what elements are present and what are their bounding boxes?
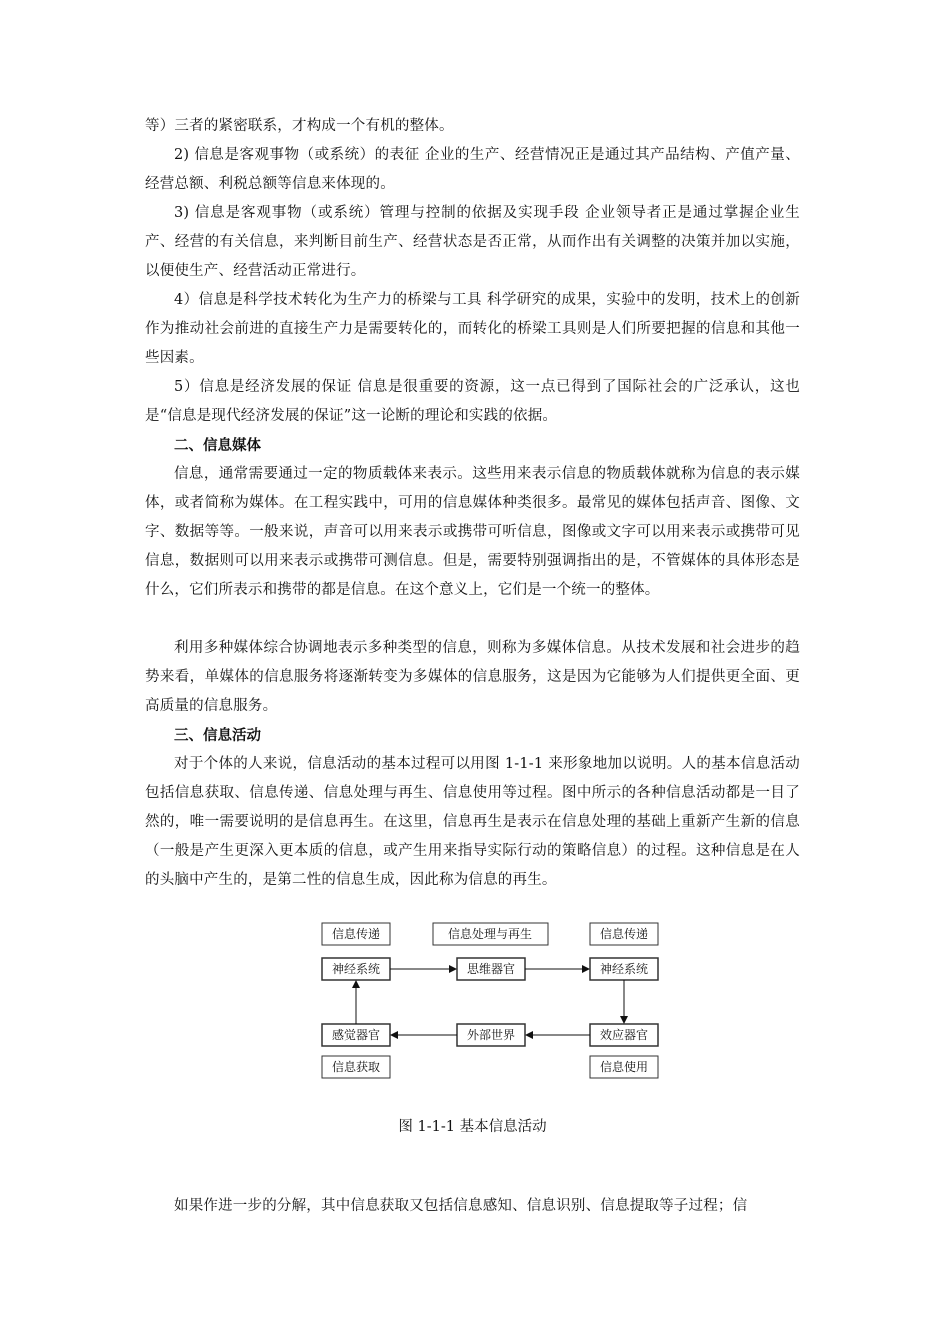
- paragraph-activity: 对于个体的人来说，信息活动的基本过程可以用图 1-1-1 来形象地加以说明。人的基本信息活动包括信息获取、信息传递、信息处理与再生、信息使用等过程。图中所示的各种信息活动都是一目了然的，唯一需要说明的是信息再生。在这里，信息再生是表示在信息处理的基础上重新产生新的信息（一般是产生更深入更本质的信息，或产生用来指导实际行动的策略信息）的过程。这种信息是在人的头脑中产生的，是第二性的信息生成，因此称为信息的再生。: [145, 756, 800, 888]
- label-transfer-right: 信息传递: [599, 927, 649, 941]
- label-use: 信息使用: [599, 1060, 649, 1074]
- text-effect: 效应器官: [599, 1028, 649, 1042]
- paragraph-point-3: 3) 信息是客观事物（或系统）管理与控制的依据及实现手段 企业领导者正是通过掌握企业生产、经营的有关信息，来判断目前生产、经营状态是否正常，从而作出有关调整的决策并加以实施，以便使生产、经营活动正常进行。: [145, 205, 800, 279]
- figure-caption: 图 1-1-1 基本信息活动: [398, 1119, 547, 1135]
- text-nerve-left: 神经系统: [331, 962, 381, 976]
- paragraph-point-4: 4）信息是科学技术转化为生产力的桥梁与工具 科学研究的成果，实验中的发明，技术上的创新作为推动社会前进的直接生产力是需要转化的，而转化的桥梁工具则是人们所要把握的信息和其他一些因素。: [145, 292, 800, 366]
- label-acquire: 信息获取: [331, 1060, 381, 1074]
- label-process: 信息处理与再生: [447, 927, 533, 941]
- text-thinking: 思维器官: [466, 962, 516, 976]
- paragraph-point-5: 5）信息是经济发展的保证 信息是很重要的资源，这一点已得到了国际社会的广泛承认，这也是“信息是现代经济发展的保证”这一论断的理论和实践的依据。: [145, 379, 800, 424]
- text-world: 外部世界: [466, 1028, 516, 1042]
- section-heading-media: 二、信息媒体: [174, 437, 261, 454]
- paragraph-continuation: 等）三者的紧密联系，才构成一个有机的整体。: [145, 118, 454, 134]
- paragraph-media-2: 利用多种媒体综合协调地表示多种类型的信息，则称为多媒体信息。从技术发展和社会进步的趋势来看，单媒体的信息服务将逐渐转变为多媒体的信息服务，这是因为它能够为人们提供更全面、更高质量的信息服务。: [145, 640, 800, 714]
- info-activity-diagram: [320, 918, 670, 1086]
- text-nerve-right: 神经系统: [599, 962, 649, 976]
- paragraph-point-2: 2) 信息是客观事物（或系统）的表征 企业的生产、经营情况正是通过其产品结构、产值产量、经营总额、利税总额等信息来体现的。: [145, 147, 800, 192]
- label-transfer-left: 信息传递: [331, 927, 381, 941]
- paragraph-next: 如果作进一步的分解，其中信息获取又包括信息感知、信息识别、信息提取等子过程；信: [174, 1198, 748, 1214]
- section-heading-activity: 三、信息活动: [174, 727, 261, 744]
- paragraph-media-1: 信息，通常需要通过一定的物质载体来表示。这些用来表示信息的物质载体就称为信息的表示媒体，或者简称为媒体。在工程实践中，可用的信息媒体种类很多。最常见的媒体包括声音、图像、文字、数据等等。一般来说，声音可以用来表示或携带可听信息，图像或文字可以用来表示或携带可见信息，数据则可以用来表示或携带可测信息。但是，需要特别强调指出的是，不管媒体的具体形态是什么，它们所表示和携带的都是信息。在这个意义上，它们是一个统一的整体。: [145, 466, 800, 598]
- text-sense: 感觉器官: [331, 1028, 381, 1042]
